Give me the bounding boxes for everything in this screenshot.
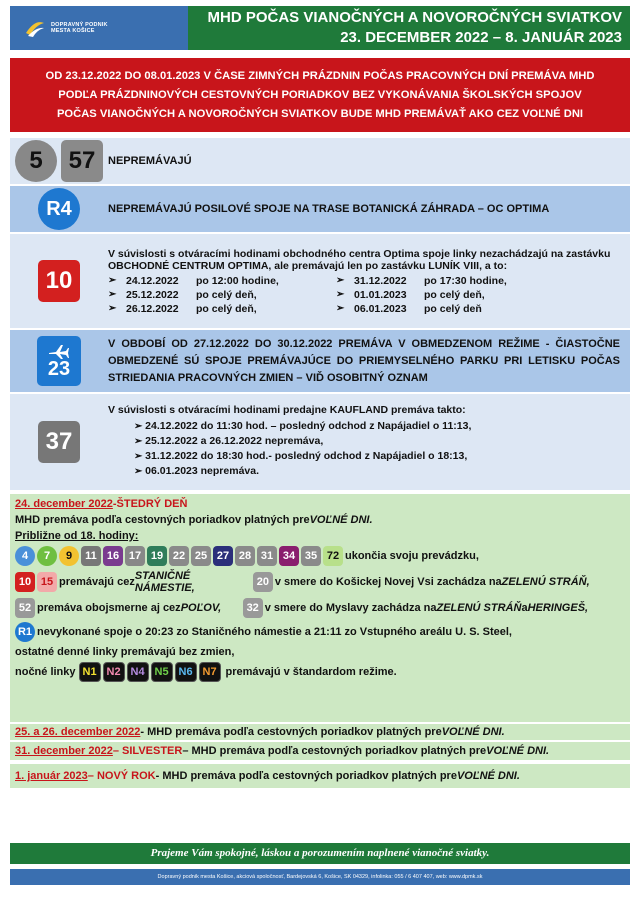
line-badge: 34 (279, 546, 299, 566)
strip1-date: 25. a 26. december 2022 (15, 726, 141, 738)
via-text: premávajú cez (59, 576, 135, 588)
line-32-stop2: HERINGEŠ, (527, 602, 589, 614)
strip1-em: VOĽNÉ DNI. (441, 726, 505, 738)
strip1-text: - MHD premáva podľa cestovných poriadkov platných pre (140, 726, 442, 738)
date-note: po 17:30 hodine, (424, 274, 507, 287)
page-title: MHD POČAS VIANOČNÝCH A NOVOROČNÝCH SVIATKOV (207, 9, 622, 26)
line-52-badge: 52 (15, 598, 35, 618)
line-20-badge: 20 (253, 572, 273, 592)
list-item-text: 24.12.2022 do 11:30 hod. – posledný odchod z Napájadiel o 11:13, (145, 420, 472, 432)
line-r4-badge: R4 (38, 188, 80, 230)
strip2-text: – MHD premáva podľa cestovných poriadkov platných pre (182, 745, 487, 757)
date-item: 31.12.2022 (354, 274, 407, 287)
row1-badges (10, 140, 108, 182)
line-23-label: 23 (47, 358, 71, 380)
line-52-text: premáva obojsmerne aj cez (37, 602, 181, 614)
strip2-name: – SILVESTER (112, 745, 183, 757)
arrow-icon: ➢ (108, 274, 117, 286)
title-box (188, 6, 630, 50)
date-item: 24.12.2022 (126, 274, 179, 287)
line-badge: 27 (213, 546, 233, 566)
line-10-small-badge: 10 (15, 572, 35, 592)
banner-line2: PODĽA PRÁZDNINOVÝCH CESTOVNÝCH PORIADKOV BEZ VYKONÁVANIA ŠKOLSKÝCH SPOJOV (58, 89, 582, 101)
strip3-name: – NOVÝ ROK (87, 770, 156, 782)
line-badge: 7 (37, 546, 57, 566)
arrow-icon: ➢ (134, 421, 146, 432)
row1-text: NEPREMÁVAJÚ (108, 155, 192, 167)
arrow-icon: ➢ (134, 436, 146, 447)
list-item-text: 25.12.2022 a 26.12.2022 nepremáva, (145, 435, 324, 447)
strip-new-year (10, 764, 630, 788)
list-item-text: 31.12.2022 do 18:30 hod.- posledný odchod z Napájadiel o 18:13, (145, 450, 468, 462)
line-32-stop1: ZELENÚ STRÁŇ (436, 602, 522, 614)
arrow-icon: ➢ (134, 451, 146, 462)
line-badge: 16 (103, 546, 123, 566)
list-item (134, 435, 620, 447)
line-badge: 22 (169, 546, 189, 566)
strip2-em: VOĽNÉ DNI. (486, 745, 550, 757)
night-line-badge: N7 (199, 662, 221, 682)
green-title (15, 498, 625, 510)
night-label: nočné linky (15, 666, 76, 678)
date-note: po celý deň, (424, 288, 485, 301)
date-note: po 12:00 hodine, (196, 274, 279, 287)
header (10, 6, 630, 50)
line-badge: 72 (323, 546, 343, 566)
line-15-badge: 15 (37, 572, 57, 592)
date-item: 01.01.2023 (354, 288, 407, 301)
logo-emblem-icon (24, 17, 46, 39)
logo-line1: DOPRAVNÝ PODNIK (51, 22, 108, 28)
ending-lines-row (15, 546, 625, 566)
strip3-em: VOĽNÉ DNI. (456, 770, 520, 782)
logo-line2: MESTA KOŠICE (51, 28, 95, 34)
wishes-banner: Prajeme Vám spokojné, láskou a porozumením naplnené vianočné sviatky. (10, 843, 630, 864)
line-badge: 35 (301, 546, 321, 566)
row5-intro: V súvislosti s otváracími hodinami predajne KAUFLAND premáva takto: (108, 404, 466, 416)
arrow-icon: ➢ (336, 274, 345, 286)
night-text: premávajú v štandardom režime. (225, 666, 397, 678)
row2-text: NEPREMÁVAJÚ POSILOVÉ SPOJE NA TRASE BOTANICKÁ ZÁHRADA – OC OPTIMA (108, 203, 550, 215)
line-32-text: v smere do Myslavy zachádza na (264, 602, 437, 614)
footer-contact: Dopravný podnik mesta Košice, akciová spoločnosť, Bardejovská 6, Košice, SK 04329, infolinka: 055 / 6 407 407, web: www.dpmk.sk (10, 869, 630, 885)
banner-line1: OD 23.12.2022 DO 08.01.2023 V ČASE ZIMNÝCH PRÁZDNIN POČAS PRACOVNÝCH DNÍ PREMÁVA MHD (45, 70, 595, 82)
date-note: po celý deň, (196, 288, 257, 301)
row-line-10 (10, 234, 630, 328)
notice-banner (10, 58, 630, 132)
green-line1 (15, 514, 625, 526)
strip2-date: 31. december 2022 (15, 745, 113, 757)
line-52-stop: POĽOV, (180, 602, 222, 614)
christmas-eve-section (10, 494, 630, 722)
line-10-badge: 10 (38, 260, 80, 302)
row3-content (108, 248, 630, 315)
line-57-badge: 57 (61, 140, 103, 182)
l52-row (15, 598, 625, 618)
list-item (134, 450, 620, 462)
night-line-badge: N5 (151, 662, 173, 682)
line-badge: 17 (125, 546, 145, 566)
ending-text: ukončia svoju prevádzku, (345, 550, 479, 562)
row5-badge-col (10, 421, 108, 463)
arrow-icon: ➢ (108, 288, 117, 300)
logo (10, 6, 188, 50)
date-item: 06.01.2023 (354, 302, 407, 315)
line-5-badge: 5 (15, 140, 57, 182)
line-r1-badge: R1 (15, 622, 35, 642)
line-37-badge: 37 (38, 421, 80, 463)
row2-badge-col (10, 188, 108, 230)
list-item (134, 420, 620, 432)
row5-content (108, 404, 630, 480)
night-line-badge: N4 (127, 662, 149, 682)
r1-row (15, 622, 625, 642)
line-32-conj: a (521, 602, 528, 614)
line-badge: 19 (147, 546, 167, 566)
via-stop: STANIČNÉ NÁMESTIE, (134, 570, 195, 594)
logo-text (51, 22, 108, 34)
strip3-text: - MHD premáva podľa cestovných poriadkov platných pre (155, 770, 457, 782)
other-lines-text: ostatné denné linky premávajú bez zmien, (15, 646, 235, 658)
date-note: po celý deň, (196, 302, 257, 315)
r1-text: nevykonané spoje o 20:23 zo Staničného námestie a 21:11 zo Vstupného areálu U. S. Steel, (37, 626, 512, 638)
night-line-badge: N6 (175, 662, 197, 682)
christmas-eve-date: 24. december 2022 (15, 498, 113, 510)
line-20-text: v smere do Košickej Novej Vsi zachádza na (274, 576, 502, 588)
list-item-text: 06.01.2023 nepremáva. (145, 465, 260, 477)
night-line-badge: N2 (103, 662, 125, 682)
row4-text: V OBDOBÍ OD 27.12.2022 DO 30.12.2022 PREMÁVA V OBMEDZENOM REŽIME - ČIASTOČNE OBMEDZENÉ SÚ SPOJE PREMÁVAJÚCE DO PRIEMYSELNÉHO PARKU PRI LETISKU POČAS STRIEDANIA PRACOVNÝCH ZMIEN – VIĎ OSOBITNÝ OZNAM (108, 337, 620, 384)
arrow-icon: ➢ (336, 302, 345, 314)
row4-badge-col (10, 336, 108, 386)
row3-intro: V súvislosti s otváracími hodinami obchodného centra Optima spoje linky nezachádzajú na zastávku OBCHODNÉ CENTRUM OPTIMA, ale premávajú len po zastávku LUNÍK VIII, a to: (108, 247, 611, 272)
line-badge: 31 (257, 546, 277, 566)
list-item (134, 465, 620, 477)
line-20-stop: ZELENÚ STRÁŇ, (501, 576, 590, 588)
green-line1-em: VOĽNÉ DNI. (309, 514, 373, 526)
christmas-eve-name: ŠTEDRÝ DEŇ (116, 498, 188, 510)
from-18-heading: Približne od 18. hodiny: (15, 530, 139, 542)
line-23-badge (37, 336, 81, 386)
date-item: 25.12.2022 (126, 288, 179, 301)
row-line-r4 (10, 186, 630, 232)
night-row (15, 662, 625, 682)
row3-badge-col (10, 260, 108, 302)
arrow-icon: ➢ (134, 466, 146, 477)
strip-christmas (10, 724, 630, 740)
row3-dates (108, 275, 620, 315)
date-note: po celý deň (424, 302, 482, 315)
line-badge: 4 (15, 546, 35, 566)
strip-silvester (10, 742, 630, 760)
arrow-icon: ➢ (108, 302, 117, 314)
line-badge: 11 (81, 546, 101, 566)
line-badge: 28 (235, 546, 255, 566)
page-subtitle: 23. DECEMBER 2022 – 8. JANUÁR 2023 (340, 29, 622, 46)
title-separator: - (112, 498, 117, 510)
row-line-23 (10, 330, 630, 392)
banner-line3: POČAS VIANOČNÝCH A NOVOROČNÝCH SVIATKOV BUDE MHD PREMÁVAŤ AKO CEZ VOĽNÉ DNI (56, 108, 584, 120)
row-line-37 (10, 394, 630, 490)
arrow-icon: ➢ (336, 288, 345, 300)
row-lines-5-57 (10, 138, 630, 184)
green-line1-text: MHD premáva podľa cestovných poriadkov platných pre (15, 514, 310, 526)
row5-list (134, 420, 620, 477)
night-line-badge: N1 (79, 662, 101, 682)
strip3-date: 1. január 2023 (15, 770, 88, 782)
via-row (15, 570, 625, 594)
date-item: 26.12.2022 (126, 302, 179, 315)
line-32-badge: 32 (243, 598, 263, 618)
line-badge: 25 (191, 546, 211, 566)
line-badge: 9 (59, 546, 79, 566)
